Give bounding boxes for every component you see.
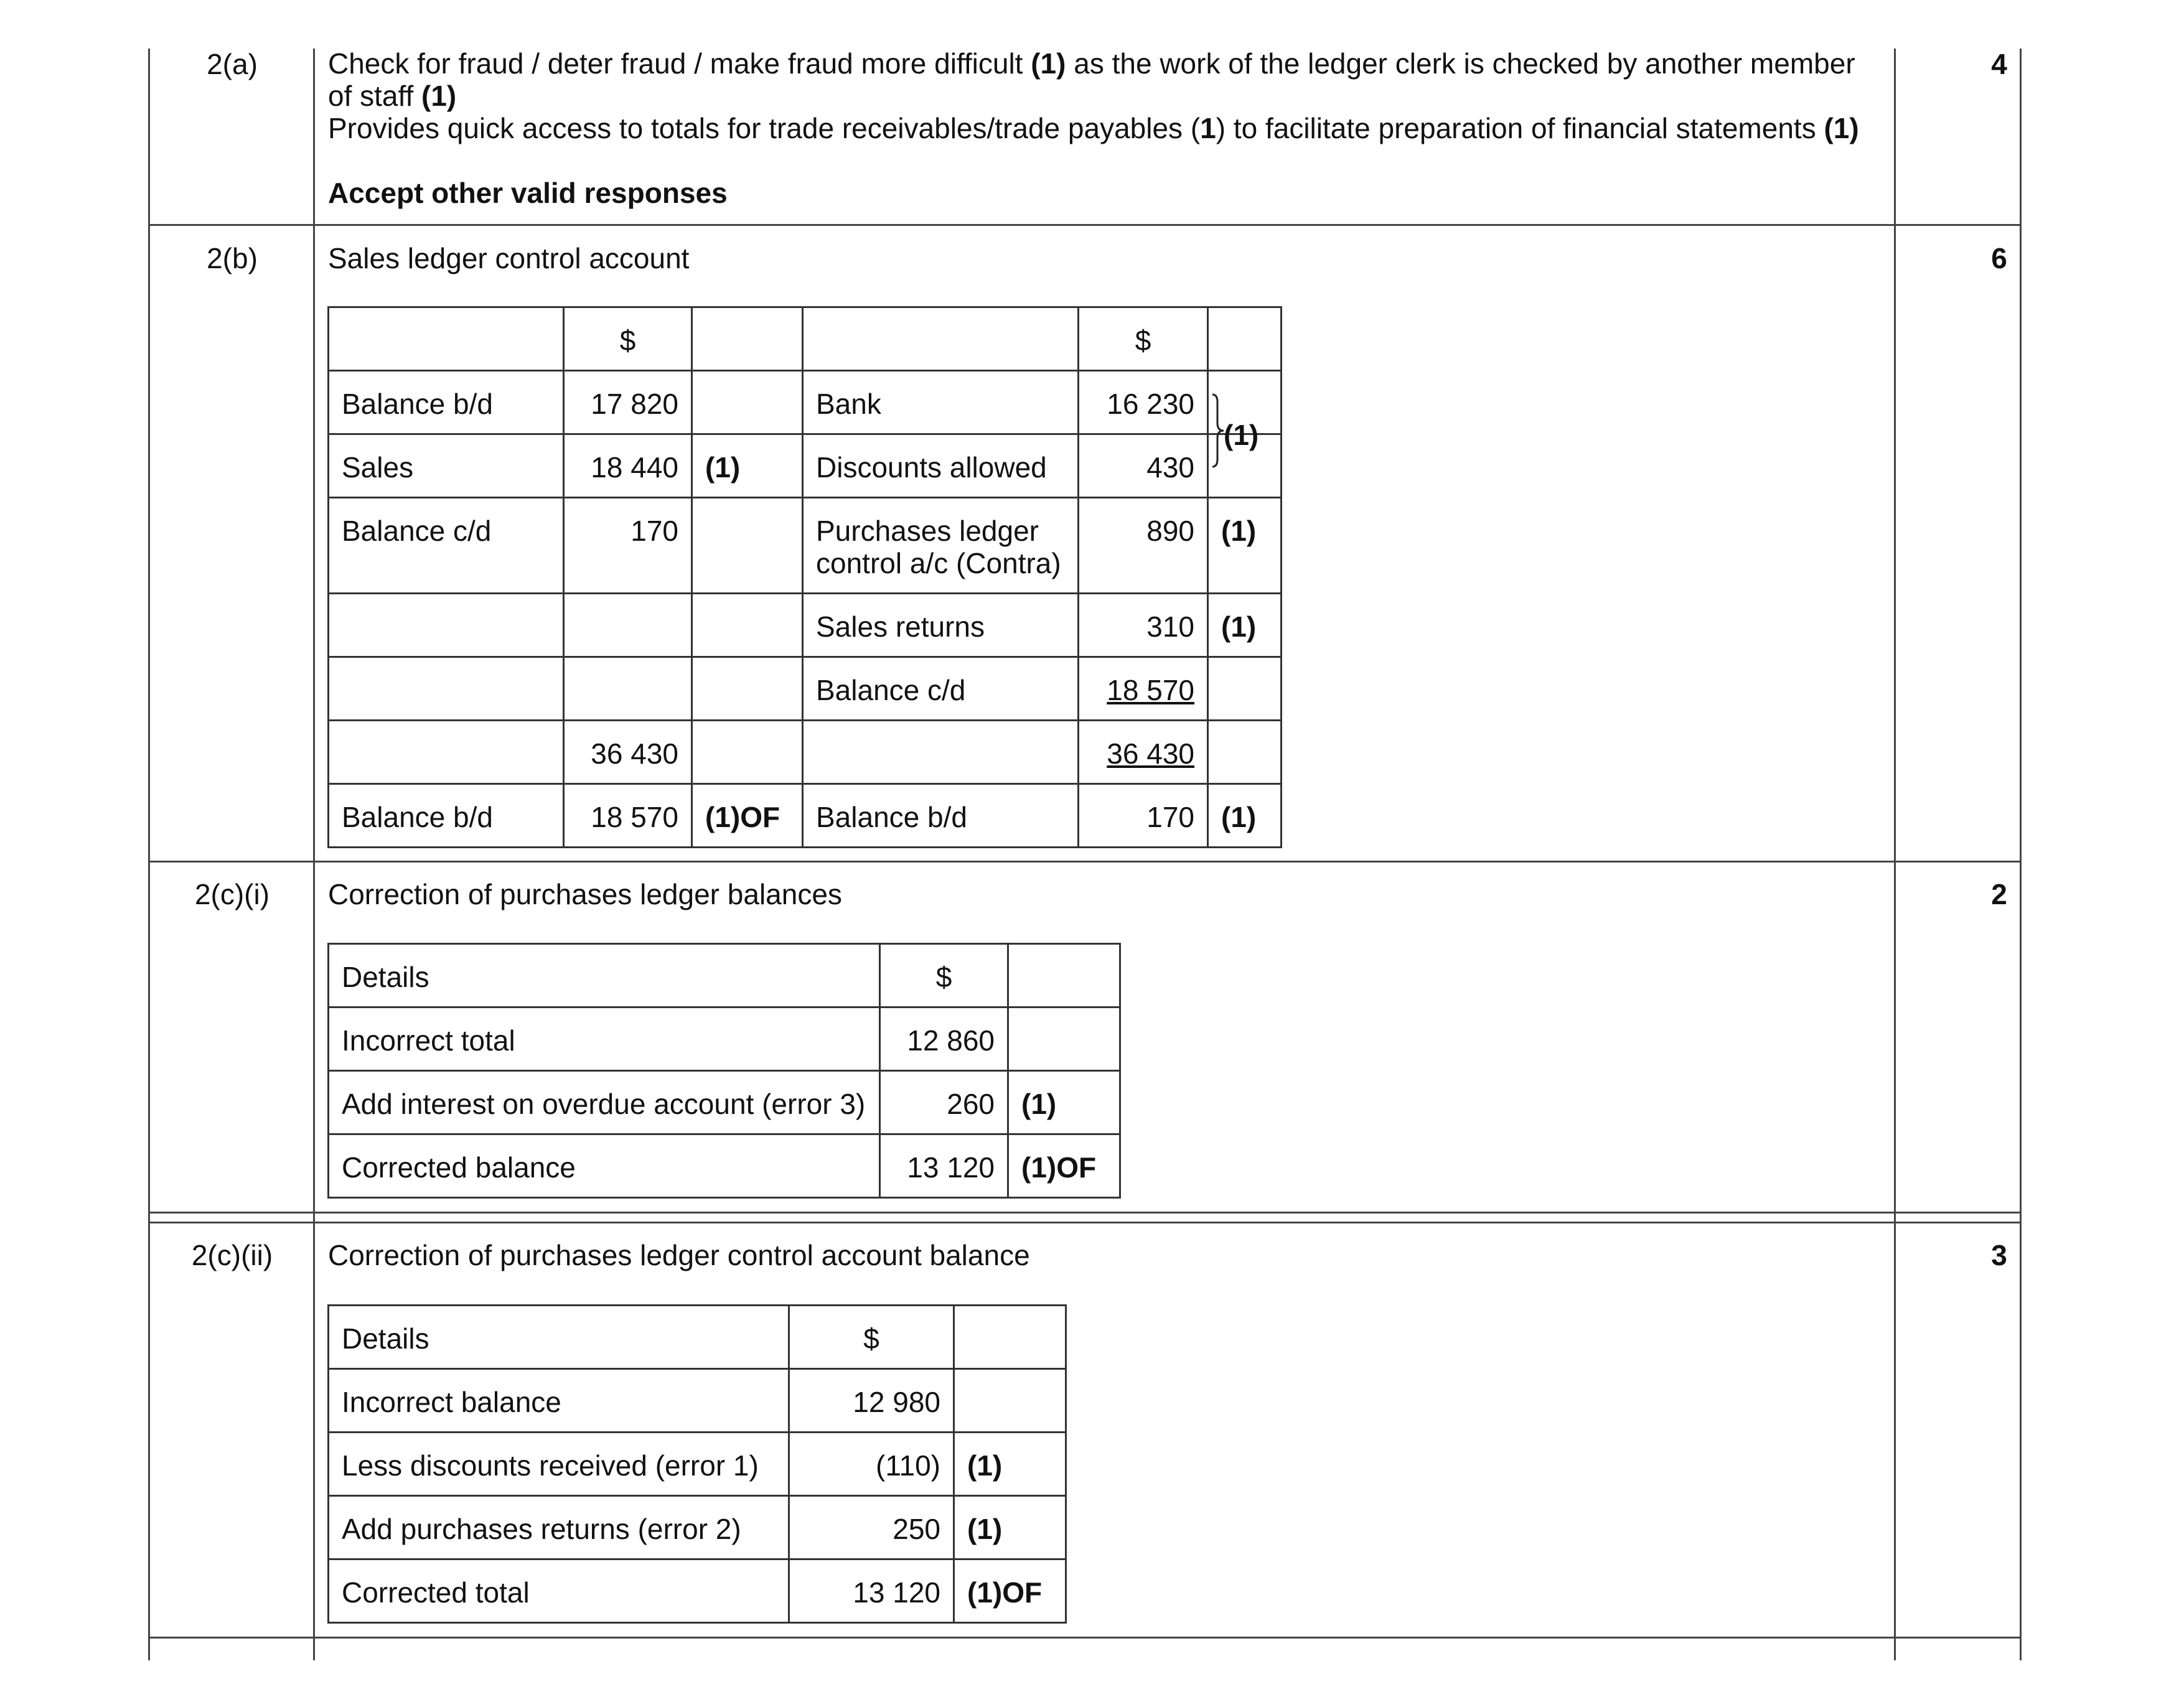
- row-amount: (110): [789, 1433, 954, 1496]
- table-row: [329, 594, 1282, 657]
- credit-amount: 430: [1079, 434, 1208, 498]
- row-divider-2b: [148, 861, 2022, 863]
- debit-total: 36 430: [564, 721, 692, 784]
- debit-details: [329, 657, 564, 721]
- table-row: [329, 944, 1120, 1008]
- table-row: [329, 721, 1282, 784]
- table-divider-marks: [1894, 49, 1896, 1660]
- debit-mark: [692, 657, 803, 721]
- row-details: Corrected total: [329, 1559, 789, 1623]
- row-amount: 13 120: [880, 1134, 1008, 1198]
- debit-details: [329, 594, 564, 657]
- debit-currency-header: $: [564, 307, 692, 371]
- debit-amount: 17 820: [564, 371, 692, 434]
- row-mark: (1)OF: [954, 1559, 1066, 1623]
- section-title-2cii: Correction of purchases ledger control account balance: [328, 1239, 1030, 1271]
- credit-details: Bank: [803, 371, 1079, 434]
- marks-2cii: 3: [1991, 1239, 2007, 1271]
- question-label-2cii: 2(c)(ii): [191, 1239, 273, 1271]
- debit-amount: 170: [564, 498, 692, 594]
- credit-mark: [1208, 657, 1282, 721]
- credit-mark: [1208, 721, 1282, 784]
- debit-mark: (1): [692, 434, 803, 498]
- column-header-details: Details: [329, 944, 880, 1008]
- question-label-2a: 2(a): [207, 48, 258, 80]
- debit-mark: [692, 594, 803, 657]
- row-mark: [954, 1369, 1066, 1433]
- table-row: [329, 1559, 1066, 1623]
- table-row: [329, 784, 1282, 848]
- debit-amount: [564, 657, 692, 721]
- credit-amount: 170: [1079, 784, 1208, 848]
- table-row: [329, 657, 1282, 721]
- section-title-2b: Sales ledger control account: [328, 242, 690, 274]
- credit-details: [803, 721, 1079, 784]
- table-row: [329, 1071, 1120, 1134]
- table-row: [329, 1369, 1066, 1433]
- purchases-ledger-control-correction-table: [327, 1304, 1067, 1624]
- debit-mark: [692, 498, 803, 594]
- credit-mark: (1): [1208, 594, 1282, 657]
- table-row: [329, 498, 1282, 594]
- row-details: Add purchases returns (error 2): [329, 1496, 789, 1559]
- table-row: [329, 434, 1282, 498]
- credit-amount: 890: [1079, 498, 1208, 594]
- column-header-details: Details: [329, 1306, 789, 1369]
- row-mark: (1): [954, 1433, 1066, 1496]
- table-border-left: [148, 49, 150, 1660]
- credit-details: Purchases ledger control a/c (Contra): [803, 498, 1079, 594]
- debit-mark: [692, 721, 803, 784]
- table-divider-question: [313, 49, 315, 1660]
- credit-currency-header: $: [1079, 307, 1208, 371]
- table-row: [329, 1496, 1066, 1559]
- purchases-ledger-balances-table: [327, 943, 1121, 1199]
- debit-amount: 18 570: [564, 784, 692, 848]
- section-title-2ci: Correction of purchases ledger balances: [328, 878, 842, 910]
- marks-2b: 6: [1991, 242, 2007, 274]
- table-row: [329, 371, 1282, 434]
- question-label-2b: 2(b): [207, 242, 258, 274]
- credit-total: 36 430: [1079, 721, 1208, 784]
- row-mark: (1)OF: [1008, 1134, 1120, 1198]
- row-details: Less discounts received (error 1): [329, 1433, 789, 1496]
- column-header-amount: $: [789, 1306, 954, 1369]
- row-details: Add interest on overdue account (error 3): [329, 1071, 880, 1134]
- column-header-amount: $: [880, 944, 1008, 1008]
- table-row: [329, 307, 1282, 371]
- table-row: [329, 1134, 1120, 1198]
- answer-2a-note: Accept other valid responses: [328, 177, 728, 209]
- row-amount: 13 120: [789, 1559, 954, 1623]
- credit-amount: 18 570: [1079, 657, 1208, 721]
- credit-mark: (1): [1208, 498, 1282, 594]
- brace-mark: (1): [1224, 419, 1259, 451]
- row-amount: 250: [789, 1496, 954, 1559]
- row-amount: 260: [880, 1071, 1008, 1134]
- row-amount: 12 860: [880, 1008, 1008, 1071]
- table-row: [329, 1306, 1066, 1369]
- credit-details: Balance b/d: [803, 784, 1079, 848]
- answer-2a-line1: Check for fraud / deter fraud / make fraud more difficult (1) as the work of the ledger clerk is checked by another member of staff (1): [328, 47, 1855, 112]
- credit-amount: 310: [1079, 594, 1208, 657]
- row-divider-2a: [148, 224, 2022, 226]
- debit-details: Balance b/d: [329, 784, 564, 848]
- sales-ledger-control-account: [327, 306, 1282, 848]
- row-details: Corrected balance: [329, 1134, 880, 1198]
- debit-mark: (1)OF: [692, 784, 803, 848]
- table-border-right: [2020, 49, 2022, 1660]
- row-divider-2ci-b: [148, 1222, 2022, 1223]
- credit-details: Discounts allowed: [803, 434, 1079, 498]
- credit-amount: 16 230: [1079, 371, 1208, 434]
- marks-2ci: 2: [1991, 878, 2007, 910]
- row-amount: 12 980: [789, 1369, 954, 1433]
- debit-amount: 18 440: [564, 434, 692, 498]
- credit-details: Balance c/d: [803, 657, 1079, 721]
- debit-amount: [564, 594, 692, 657]
- row-divider-2ci-a: [148, 1212, 2022, 1213]
- debit-details: Sales: [329, 434, 564, 498]
- marks-2a: 4: [1991, 48, 2007, 80]
- row-mark: (1): [954, 1496, 1066, 1559]
- row-divider-2cii: [148, 1637, 2022, 1639]
- credit-details: Sales returns: [803, 594, 1079, 657]
- debit-details: Balance b/d: [329, 371, 564, 434]
- row-mark: [1008, 1008, 1120, 1071]
- debit-details: [329, 721, 564, 784]
- debit-mark: [692, 371, 803, 434]
- row-details: Incorrect total: [329, 1008, 880, 1071]
- answer-2a-line2: Provides quick access to totals for trade receivables/trade payables (1) to facilitate preparation of financial statements (1): [328, 112, 1859, 144]
- table-row: [329, 1433, 1066, 1496]
- table-row: [329, 1008, 1120, 1071]
- credit-mark: (1): [1208, 784, 1282, 848]
- debit-details: Balance c/d: [329, 498, 564, 594]
- row-details: Incorrect balance: [329, 1369, 789, 1433]
- row-mark: (1): [1008, 1071, 1120, 1134]
- question-label-2ci: 2(c)(i): [194, 878, 270, 910]
